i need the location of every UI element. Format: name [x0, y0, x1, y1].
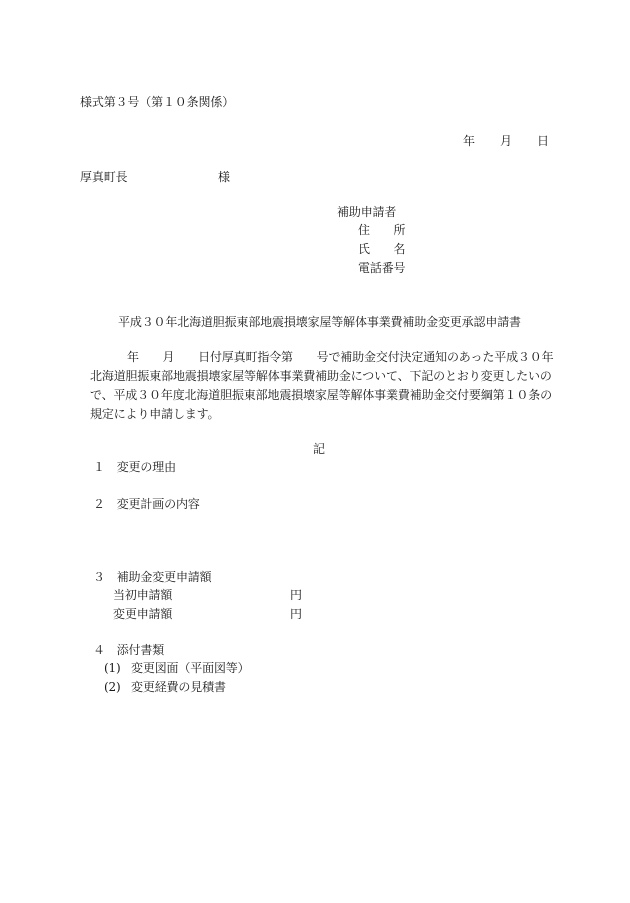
addressee-name: 厚真町長 — [80, 170, 128, 184]
form-number: 様式第３号（第１０条関係） — [80, 95, 235, 109]
changed-amount-label: 変更申請額 — [113, 607, 173, 621]
body-line: 規定により申請します。 — [90, 407, 220, 421]
document-title: 平成３０年北海道胆振東部地震損壊家屋等解体事業費補助金変更承認申請書 — [118, 315, 521, 329]
body-line: 年 月 日付厚真町指令第 号で補助金交付決定通知のあった平成３０年 — [127, 350, 554, 364]
date-year-label: 年 — [463, 134, 475, 148]
attachment-label: 変更図面（平面図等） — [131, 661, 250, 675]
item-change-plan: ２ 変更計画の内容 — [93, 497, 200, 511]
date-day-label: 日 — [537, 134, 549, 148]
attachment-number: (2) — [104, 680, 121, 694]
applicant-phone-label: 電話番号 — [358, 261, 406, 275]
amount-heading: ３ 補助金変更申請額 — [93, 570, 212, 584]
attachment-number: (1) — [104, 661, 121, 675]
body-line: 北海道胆振東部地震損壊家屋等解体事業費補助金について、下記のとおり変更したいの — [90, 369, 552, 383]
changed-amount-unit: 円 — [290, 607, 302, 621]
applicant-name-label: 氏 名 — [358, 242, 406, 256]
initial-amount-unit: 円 — [290, 588, 302, 602]
ki-heading: 記 — [313, 442, 325, 456]
item-change-reason: １ 変更の理由 — [93, 460, 176, 474]
initial-amount-label: 当初申請額 — [113, 588, 173, 602]
attachments-heading: ４ 添付書類 — [93, 643, 165, 657]
body-line: で、平成３０年度北海道胆振東部地震損壊家屋等解体事業費補助金交付要綱第１０条の — [90, 388, 552, 402]
applicant-address-label: 住 所 — [358, 223, 406, 237]
applicant-heading: 補助申請者 — [337, 205, 397, 219]
addressee-honorific: 様 — [218, 170, 230, 184]
attachment-label: 変更経費の見積書 — [131, 680, 226, 694]
date-month-label: 月 — [500, 134, 512, 148]
